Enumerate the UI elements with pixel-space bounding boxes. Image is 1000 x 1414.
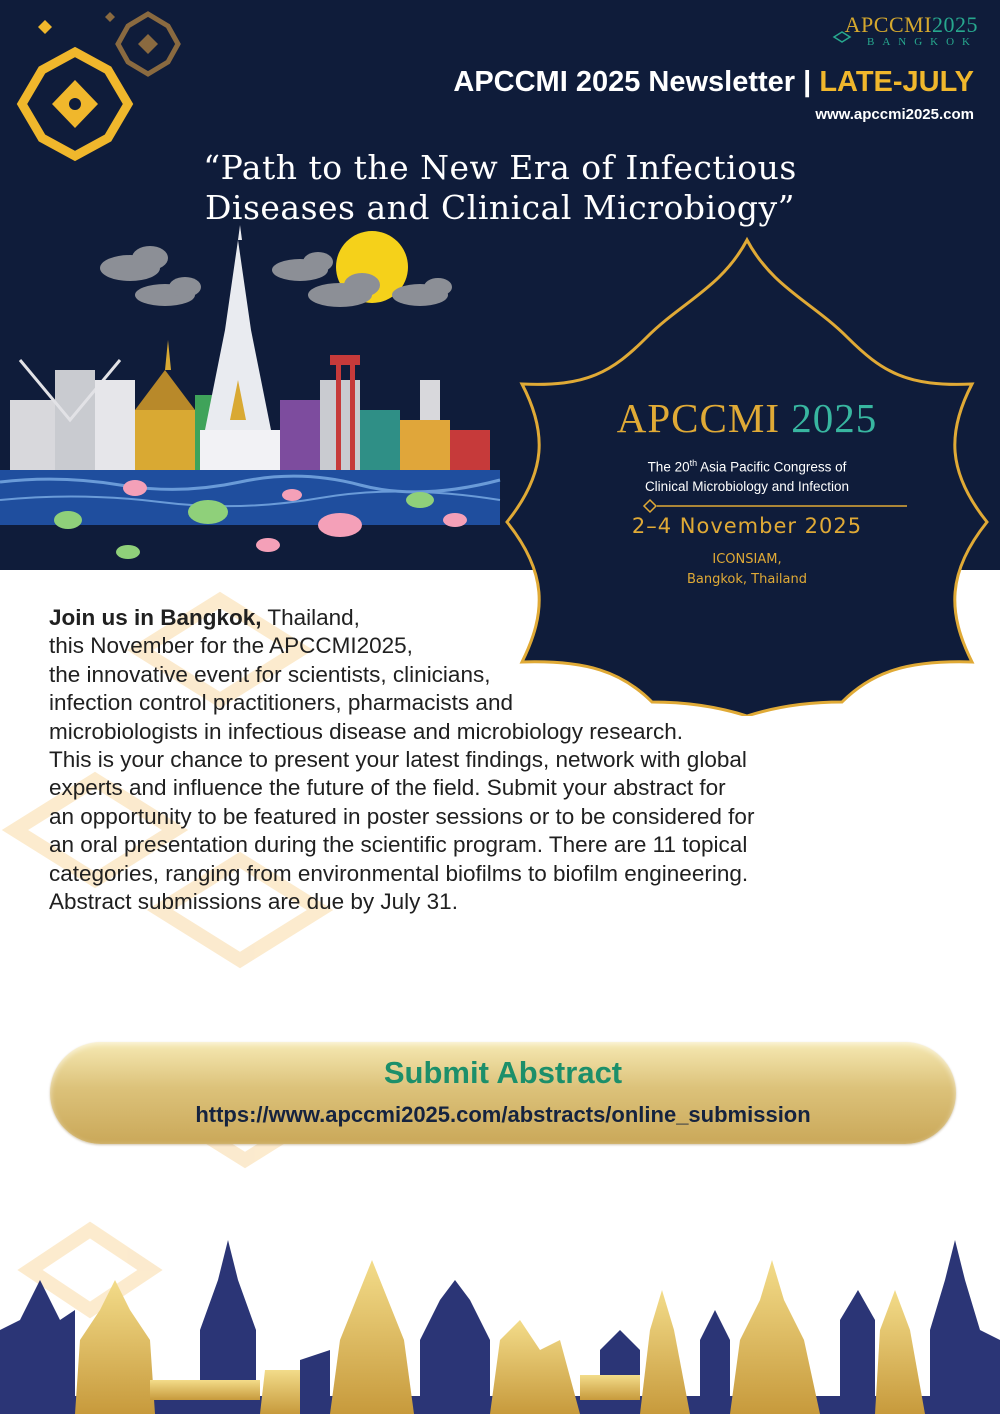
intro-lead: Join us in Bangkok, [49,605,262,630]
footer-skyline-illustration [0,1220,1000,1414]
intro-paragraph: Join us in Bangkok, Thailand, this November for the APCCMI2025, the innovative event for scientists, clinicians, infection control practitioners, pharmacists and microbiologists in infectious disease and microbiology research. This is your chance to present your latest findings, network with global experts and influence the future of the field. Submit your abstract for an opportunity to be featured in poster sessions or to be considered for an oral presentation during the scientific program. There are 11 topical categories, ranging from environmental biofilms to biofilm engineering. Abstract submissions are due by July 31. [49,605,755,915]
event-venue: ICONSIAM, Bangkok, Thailand [686,552,807,587]
apccmi-logo [845,12,978,48]
newsletter-title: APCCMI 2025 Newsletter | LATE-JULY [453,66,974,98]
logo-wordmark: APCCMI2025 [844,12,978,37]
submit-abstract-button[interactable] [50,1042,956,1144]
submit-abstract-label: Submit Abstract [383,1055,623,1090]
submit-abstract-url[interactable]: https://www.apccmi2025.com/abstracts/online_submission [195,1102,811,1127]
logo-city: BANGKOK [867,36,978,48]
newsletter-period: LATE-JULY [819,66,974,98]
brown-ornament-icon [118,14,178,74]
badge-event-name: APCCMI 2025 [616,395,878,441]
gold-ornament-icon [22,52,128,156]
website-link[interactable]: www.apccmi2025.com [815,106,974,123]
event-tagline: “Path to the New Era of Infectious Diseases and Clinical Microbiogy” [203,148,797,227]
event-date: 2–4 November 2025 [631,514,863,538]
badge-description: The 20th Asia Pacific Congress of Clinical Microbiology and Infection [644,458,850,494]
